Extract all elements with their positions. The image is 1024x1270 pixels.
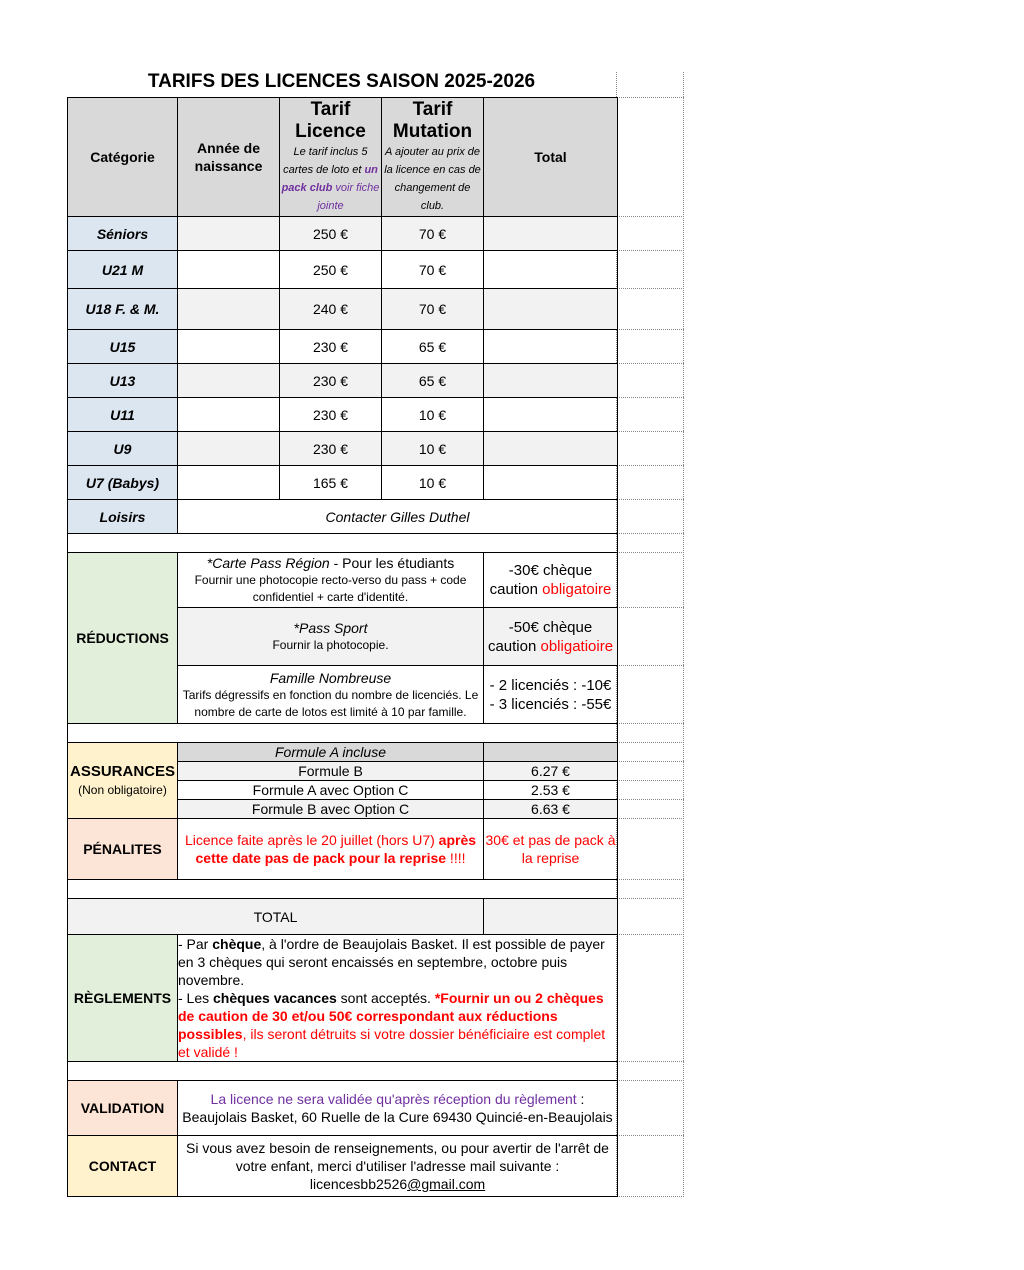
grid-line [617, 1135, 684, 1136]
reduction-value-line: - 2 licenciés : -10€ [489, 676, 612, 694]
reduction-value-main: -50€ chèque caution [487, 618, 593, 655]
header-annee: Année de naissance [178, 98, 280, 217]
text-bold: chèque [212, 936, 262, 952]
table-row [68, 398, 618, 432]
contact-label: CONTACT [68, 1136, 178, 1197]
validation-address: : Beaujolais Basket, 60 Ruelle de la Cure 69430 Quincié-en-Beaujolais [182, 1091, 613, 1125]
reduction-title [178, 554, 483, 572]
row-category: Loisirs [68, 500, 178, 534]
spacer-row [68, 1062, 618, 1081]
reduction-value [484, 553, 618, 608]
reduction-description [178, 608, 484, 666]
table-row [68, 289, 618, 330]
reductions-label: RÉDUCTIONS [68, 553, 178, 724]
insurance-name: Formule B [178, 762, 484, 781]
row-total [484, 364, 618, 398]
insurance-name: Formule A incluse [178, 743, 484, 762]
row-category: U11 [68, 398, 178, 432]
header-tarif-licence [280, 98, 382, 217]
row-mutation: 70 € [382, 289, 484, 330]
penalites-label: PÉNALITES [68, 819, 178, 880]
row-total [484, 466, 618, 500]
grid-line [617, 329, 684, 330]
text-part: , à l'ordre de Beaujolais Basket. Il est possible de payer en 3 chèques qui seront encaissés en septembre, octobre puis novembre. [178, 936, 605, 988]
spacer [68, 724, 618, 743]
row-annee [178, 289, 280, 330]
grid-line [617, 607, 684, 608]
row-licence: 230 € [280, 364, 382, 398]
reduction-title-italic: *Pass Sport [293, 620, 368, 636]
header-tarif-mutation [382, 98, 484, 217]
header-categorie: Catégorie [68, 98, 178, 217]
reduction-value [484, 608, 618, 666]
grid-line [617, 742, 684, 743]
contact-email-user[interactable]: licencesbb2526 [309, 1176, 408, 1192]
grid-line [617, 552, 684, 553]
reduction-description [178, 666, 484, 724]
note-part: Le tarif inclus 5 cartes de loto et [283, 146, 368, 176]
text-part: sont acceptés. [336, 990, 435, 1006]
note-pack-club: un pack club [281, 164, 378, 194]
row-mutation: 65 € [382, 364, 484, 398]
row-mutation: 10 € [382, 466, 484, 500]
spacer [68, 880, 618, 899]
row-annee [178, 432, 280, 466]
table-row [68, 251, 618, 289]
grid-line [617, 397, 684, 398]
grid-line [617, 780, 684, 781]
reglements-label: RÈGLEMENTS [68, 935, 178, 1062]
row-category: Séniors [68, 217, 178, 251]
row-licence: 165 € [280, 466, 382, 500]
row-annee [178, 251, 280, 289]
grid-line [617, 431, 684, 432]
assurances-label-cell [68, 743, 178, 819]
validation-text-purple: La licence ne sera validée qu'après réception du règlement [210, 1091, 577, 1107]
penalty-row [68, 819, 618, 880]
row-mutation: 70 € [382, 217, 484, 251]
reduction-value [484, 666, 618, 724]
row-category: U21 M [68, 251, 178, 289]
loisirs-row [68, 500, 618, 534]
header-tarif-mutation-note: A ajouter au prix de la licence en cas de changement de club. [384, 146, 481, 212]
grid-line [617, 465, 684, 466]
validation-row [68, 1081, 618, 1136]
row-licence: 230 € [280, 432, 382, 466]
table-row [68, 466, 618, 500]
row-category: U18 F. & M. [68, 289, 178, 330]
grid-line [617, 898, 684, 899]
row-total [484, 289, 618, 330]
row-licence: 250 € [280, 217, 382, 251]
reduction-note: Fournir la photocopie. [272, 638, 389, 652]
reduction-description [178, 553, 484, 608]
text-part: - Par [178, 936, 213, 952]
row-annee [178, 398, 280, 432]
penalty-text-part: Licence faite après le 20 juillet (hors U7) [184, 832, 439, 848]
penalty-text [178, 819, 484, 880]
header-tarif-mutation-label: Tarif Mutation [392, 99, 473, 142]
insurance-name: Formule A avec Option C [178, 781, 484, 800]
loisirs-contact: Contacter Gilles Duthel [178, 500, 618, 534]
grid-line [617, 761, 684, 762]
reduction-note: Tarifs dégressifs en fonction du nombre de licenciés. Le nombre de carte de lotos est limité à 10 par famille. [182, 687, 479, 719]
grid-line [617, 665, 684, 666]
assurances-label: ASSURANCES [69, 762, 175, 780]
grid-line [617, 723, 684, 724]
row-licence: 230 € [280, 330, 382, 364]
contact-row [68, 1136, 618, 1197]
row-category: U13 [68, 364, 178, 398]
row-mutation: 10 € [382, 432, 484, 466]
grid-line [617, 533, 684, 534]
spacer-row [68, 880, 618, 899]
grid-line [617, 799, 684, 800]
reduction-note: Fournir une photocopie recto-verso du pass + code confidentiel + carte d'identité. [194, 573, 467, 604]
grid-line [617, 250, 684, 251]
grid-line [617, 97, 684, 98]
total-label: TOTAL [68, 899, 484, 935]
contact-email-domain[interactable]: @gmail.com [407, 1176, 486, 1192]
reduction-value-main: -30€ chèque caution [489, 562, 593, 598]
total-value [484, 899, 618, 935]
table-row [68, 364, 618, 398]
text-red-bold: *Fournir un ou 2 chèques de caution de 30 et/ou 50€ correspondant aux réductions possibles [178, 990, 604, 1042]
validation-text [178, 1081, 618, 1136]
header-tarif-licence-note [280, 143, 381, 215]
reduction-value-required: obligatoire [542, 581, 612, 598]
row-total [484, 251, 618, 289]
spacer-row [68, 534, 618, 553]
total-row [68, 899, 618, 935]
insurance-price: 6.27 € [484, 762, 618, 781]
row-category: U7 (Babys) [68, 466, 178, 500]
reduction-title-rest: - Pour les étudiants [329, 555, 455, 571]
row-mutation: 70 € [382, 251, 484, 289]
grid-line [617, 216, 684, 217]
spacer-row [68, 724, 618, 743]
row-licence: 250 € [280, 251, 382, 289]
reduction-title [178, 619, 483, 637]
reduction-title: Famille Nombreuse [269, 669, 392, 686]
row-annee [178, 364, 280, 398]
insurance-price: 6.63 € [484, 800, 618, 819]
grid-line [617, 363, 684, 364]
page-title: TARIFS DES LICENCES SAISON 2025-2026 [147, 71, 536, 92]
row-mutation: 10 € [382, 398, 484, 432]
grid-line [617, 1061, 684, 1062]
contact-message: Si vous avez besoin de renseignements, ou pour avertir de l'arrêt de votre enfant, merci d'utiliser l'adresse mail suivante : [186, 1140, 609, 1174]
row-licence: 230 € [280, 398, 382, 432]
grid-line [617, 1196, 684, 1197]
grid-line [617, 818, 684, 819]
reduction-title-italic: *Carte Pass Région [206, 555, 330, 571]
row-total [484, 330, 618, 364]
row-category: U15 [68, 330, 178, 364]
grid-line [617, 1080, 684, 1081]
insurance-name: Formule B avec Option C [178, 800, 484, 819]
assurances-sublabel: (Non obligatoire) [78, 782, 167, 797]
spacer [68, 534, 618, 553]
note-part: voir fiche jointe [317, 182, 380, 212]
text-bold: chèques vacances [213, 990, 337, 1006]
row-licence: 240 € [280, 289, 382, 330]
row-annee [178, 330, 280, 364]
table-row [68, 330, 618, 364]
grid-line [617, 879, 684, 880]
row-mutation: 65 € [382, 330, 484, 364]
grid-line [617, 288, 684, 289]
row-annee [178, 217, 280, 251]
penalty-text-part: !!!! [446, 850, 466, 866]
text-red: , ils seront détruits si votre dossier bénéficiaire est complet et validé ! [178, 1026, 606, 1060]
reglements-paragraph [178, 989, 617, 1061]
table-row [68, 217, 618, 251]
spacer [68, 1062, 618, 1081]
reglements-text [178, 935, 618, 1062]
insurance-price [484, 743, 618, 762]
header-row [68, 98, 618, 217]
insurance-price: 2.53 € [484, 781, 618, 800]
row-annee [178, 466, 280, 500]
row-category: U9 [68, 432, 178, 466]
insurance-row [68, 743, 618, 762]
contact-text [178, 1136, 618, 1197]
row-total [484, 432, 618, 466]
penalty-value: 30€ et pas de pack à la reprise [484, 819, 618, 880]
tariff-table [67, 97, 618, 1197]
reglements-paragraph [178, 935, 617, 989]
table-row [68, 432, 618, 466]
reduction-row [68, 553, 618, 608]
row-total [484, 398, 618, 432]
reduction-value-line: - 3 licenciés : -55€ [489, 695, 612, 713]
row-total [484, 217, 618, 251]
extra-column [616, 72, 684, 1197]
reduction-value-required: obligatioire [540, 637, 614, 655]
header-total: Total [484, 98, 618, 217]
text-part: - Les [178, 990, 214, 1006]
grid-line [617, 934, 684, 935]
reglements-row [68, 935, 618, 1062]
penalty-text-bold: après cette date pas de pack pour la reprise [195, 832, 477, 866]
grid-line [617, 499, 684, 500]
header-tarif-licence-label: Tarif Licence [295, 99, 366, 142]
validation-label: VALIDATION [68, 1081, 178, 1136]
